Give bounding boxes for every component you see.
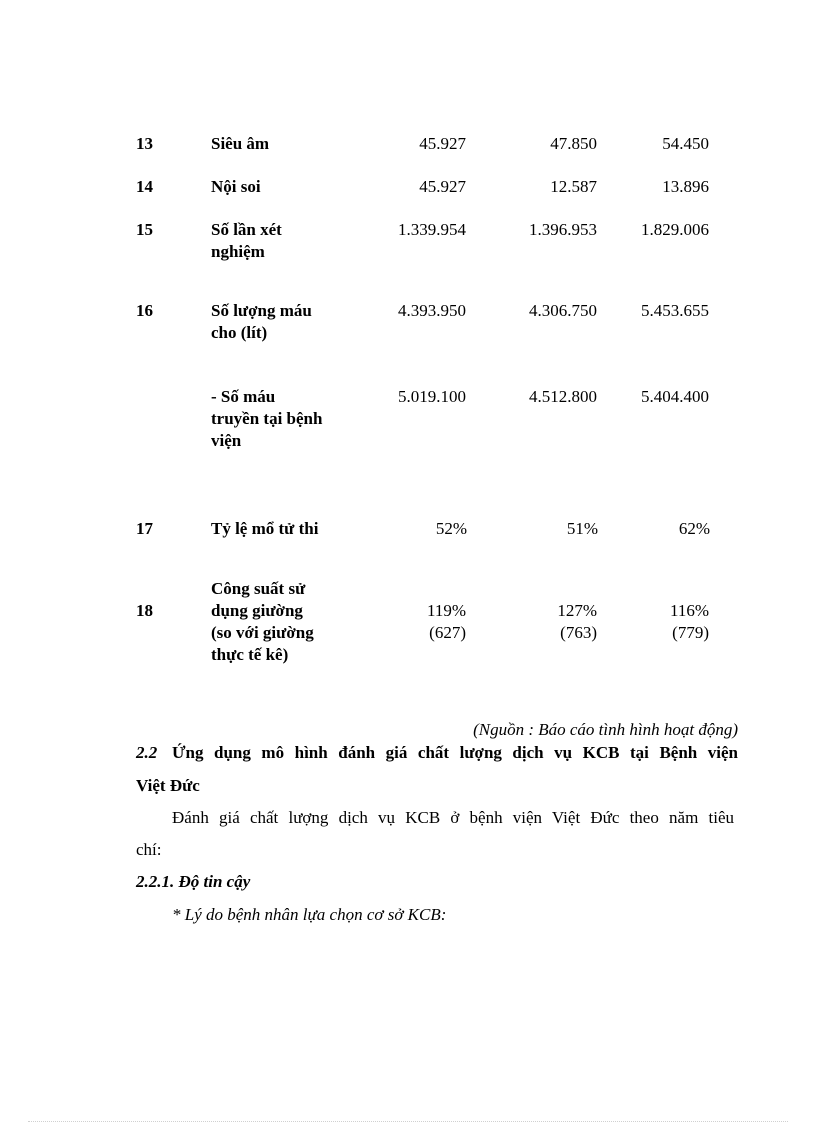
value-year1: 5.019.100	[398, 387, 466, 406]
row-label: - Số máu	[211, 387, 276, 406]
row-number: 18	[136, 601, 153, 620]
value-year3-beds: (779)	[672, 623, 709, 642]
row-label: Số lần xét	[211, 220, 282, 239]
section-title-line1: Ứng dụng mô hình đánh giá chất lượng dịch vụ KCB tại Bệnh viện	[172, 743, 738, 762]
row-label: Siêu âm	[211, 134, 270, 153]
row-label: truyền tại bệnh	[211, 409, 323, 428]
bullet-item: * Lý do bệnh nhân lựa chọn cơ sở KCB:	[172, 905, 447, 924]
value-year2: 47.850	[550, 134, 597, 153]
section-number: 2.2	[136, 743, 158, 762]
value-year1: 119%	[426, 601, 466, 620]
row-label: Số lượng máu	[211, 301, 312, 320]
value-year3: 116%	[669, 601, 709, 620]
row-number: 14	[136, 177, 153, 196]
page-bottom-rule	[28, 1121, 788, 1122]
paragraph-line2: chí:	[136, 840, 162, 859]
row-label: Tỷ lệ mổ tử thi	[211, 519, 319, 538]
value-year3: 1.829.006	[641, 220, 709, 239]
value-year1: 1.339.954	[398, 220, 466, 239]
value-year2: 127%	[557, 601, 597, 620]
row-label: viện	[211, 431, 242, 450]
value-year2: 1.396.953	[529, 220, 597, 239]
subsection-heading: 2.2.1. Độ tin cậy	[136, 872, 251, 891]
row-number: 13	[136, 134, 153, 153]
value-year3: 54.450	[662, 134, 709, 153]
value-year2-beds: (763)	[560, 623, 597, 642]
row-label: thực tế kê)	[211, 645, 289, 664]
value-year1: 4.393.950	[398, 301, 466, 320]
value-year1: 52%	[435, 519, 467, 538]
value-year2: 12.587	[550, 177, 597, 196]
value-year1: 45.927	[419, 134, 466, 153]
paragraph-line1: Đánh giá chất lượng dịch vụ KCB ở bệnh viện Việt Đức theo năm tiêu	[172, 808, 734, 827]
row-label: cho (lít)	[211, 323, 268, 342]
value-year3: 5.404.400	[641, 387, 709, 406]
source-note: (Nguồn : Báo cáo tình hình hoạt động)	[473, 720, 738, 739]
value-year3: 13.896	[662, 177, 709, 196]
value-year2: 4.306.750	[529, 301, 597, 320]
row-label: nghiệm	[211, 242, 265, 261]
row-number: 17	[136, 519, 153, 538]
value-year2: 4.512.800	[529, 387, 597, 406]
row-number: 16	[136, 301, 153, 320]
row-label: dụng giường	[211, 601, 303, 620]
value-year1: 45.927	[419, 177, 466, 196]
row-label: (so với giường	[211, 623, 314, 642]
value-year3: 5.453.655	[641, 301, 709, 320]
row-label: Nội soi	[211, 177, 261, 196]
value-year3: 62%	[678, 519, 710, 538]
section-title-line2: Việt Đức	[136, 776, 200, 795]
value-year1-beds: (627)	[429, 623, 466, 642]
row-label: Công suất sử	[211, 579, 306, 598]
row-number: 15	[136, 220, 153, 239]
value-year2: 51%	[566, 519, 598, 538]
